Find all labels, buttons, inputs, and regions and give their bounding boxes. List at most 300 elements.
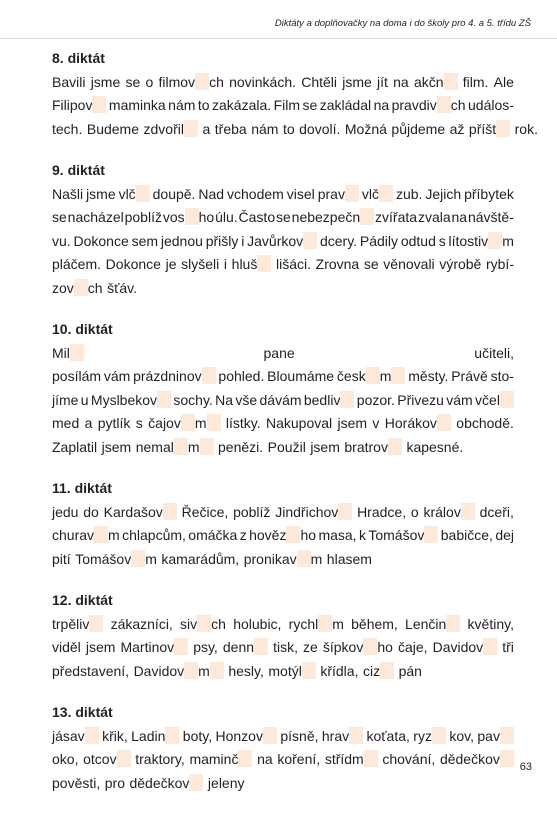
dictation-word: hluš: [232, 253, 272, 277]
dictation-word: novinkách.: [229, 73, 297, 90]
dictation-word: ciz: [363, 660, 394, 684]
dictation-word: slyšeli: [181, 256, 220, 272]
dictation-word: pití: [52, 550, 71, 567]
dictation-word: lítostiv m: [448, 232, 514, 249]
dictation-word: Právě: [451, 368, 488, 384]
dictation-word: jsem: [310, 438, 340, 455]
dictation-word: Horákov: [385, 412, 451, 436]
dictation-word: pohled.: [218, 368, 265, 384]
dictation-word: jsme: [86, 185, 116, 202]
dictation-line: [52, 772, 514, 796]
dictation-word: akčn: [414, 71, 458, 95]
dictation-word: událos-: [468, 97, 514, 113]
dictation-word: šťáv.: [107, 279, 137, 296]
dictation-word: s: [438, 232, 446, 249]
dictation-word: poblíž: [233, 503, 271, 520]
fill-in-blank[interactable]: [340, 391, 354, 408]
dictation-title: 8. diktát: [52, 50, 105, 66]
dictation-section: [52, 589, 514, 683]
dictation-word: vlč: [362, 183, 393, 207]
fill-in-blank[interactable]: [202, 367, 216, 384]
dictation-word: pozor.: [356, 391, 395, 408]
dictation-word: rok.: [514, 120, 538, 137]
dictation-word: přišly: [205, 232, 239, 249]
dictation-word: česk m: [337, 365, 405, 389]
dictation-word: dej: [495, 527, 514, 543]
dictation-word: do: [83, 503, 99, 520]
dictation-word: vše: [235, 391, 258, 408]
page-number: 63: [519, 761, 532, 773]
dictation-word: třeba: [214, 120, 247, 137]
dictation-title: 11. diktát: [52, 480, 112, 496]
dictation-word: Jejich: [425, 185, 462, 202]
dictation-word: pronikav m: [243, 550, 323, 567]
dictation-word: hrav: [322, 725, 363, 749]
dictation-word: písně,: [280, 727, 319, 744]
dictation-word: odtud: [400, 232, 436, 249]
dictation-word: pav: [477, 725, 514, 749]
fill-in-blank[interactable]: [424, 526, 438, 543]
dictation-word: pytlík: [97, 415, 131, 431]
dictation-word: Filipov: [52, 94, 106, 118]
dictation-word: ryz: [413, 725, 446, 749]
dictation-word: jsme: [342, 73, 372, 90]
dictation-word: čajov m: [148, 412, 220, 436]
dictation-word: babičce,: [440, 527, 493, 543]
fill-in-blank[interactable]: [500, 727, 514, 744]
fill-in-blank[interactable]: [184, 662, 198, 679]
dictation-word: denn: [223, 636, 268, 660]
fill-in-blank[interactable]: [136, 185, 150, 202]
dictation-word: je: [165, 256, 177, 272]
dictation-word: Bavili: [52, 73, 86, 90]
dictation-word: včel: [475, 389, 514, 413]
dictation-word: Jindřichov: [275, 501, 352, 525]
dictation-word: představení,: [52, 662, 130, 679]
dictation-word: maminka: [108, 97, 166, 113]
dictation-word: jsme: [90, 73, 121, 90]
dictation-word: Přivezu: [397, 391, 444, 408]
dictation-word: kapesné.: [406, 438, 464, 455]
dictation-word: holubic,: [233, 615, 282, 632]
dictation-word: z: [239, 527, 247, 543]
fill-in-blank[interactable]: [488, 232, 502, 249]
dictation-line: [52, 277, 514, 301]
dictation-word: rychl m: [288, 615, 344, 632]
fill-in-blank[interactable]: [345, 185, 359, 202]
dictation-word: pláčem.: [52, 256, 102, 272]
dictation-word: jít: [377, 73, 388, 90]
dictation-word: půjdeme: [391, 120, 446, 137]
dictation-word: Našli: [52, 185, 84, 202]
dictation-word: Hradce,: [357, 503, 407, 520]
dictation-word: během,: [351, 615, 398, 632]
dictation-word: Možná: [344, 120, 387, 137]
dictation-word: na: [451, 209, 468, 225]
dictation-word: visel: [286, 185, 315, 202]
fill-in-blank[interactable]: [461, 503, 475, 520]
dictation-word: koření,: [277, 751, 321, 767]
dictation-word: nacházel: [67, 209, 124, 225]
dictation-word: Lenčin: [405, 613, 460, 637]
dictation-word: až: [449, 120, 465, 137]
dictation-word: příšt: [469, 118, 510, 142]
dictation-word: masa,: [318, 527, 357, 543]
dictation-word: jeleny: [207, 774, 245, 791]
dictation-word: hlasem: [326, 550, 372, 567]
dictation-word: film.: [462, 73, 489, 90]
dictation-word: křídla,: [320, 662, 359, 679]
dictation-word: střídm: [325, 748, 378, 772]
dictation-word: věnovali: [383, 256, 435, 272]
dictation-word: Davidov m: [134, 660, 224, 684]
dictation-word: Javůrkov: [247, 230, 317, 254]
fill-in-blank[interactable]: [70, 344, 84, 361]
running-header: Diktáty a doplňovačky na doma i do školy pro 4. a 5. třídu ZŠ: [274, 18, 531, 29]
fill-in-blank[interactable]: [444, 73, 458, 90]
dictation-word: jásav: [52, 725, 99, 749]
dictation-word: Nad: [198, 185, 225, 202]
dictation-word: jsem: [101, 438, 132, 455]
fill-in-blank[interactable]: [185, 208, 199, 225]
dictation-word: lístky.: [225, 415, 261, 431]
dictation-word: zakládal: [319, 97, 372, 113]
dictation-word: pane: [263, 344, 295, 361]
dictation-word: to: [197, 97, 210, 113]
dictation-line: [52, 389, 514, 413]
fill-in-blank[interactable]: [210, 662, 224, 679]
dictation-word: Dokonce: [73, 232, 129, 249]
fill-in-blank[interactable]: [483, 638, 497, 655]
dictation-word: se: [52, 209, 67, 225]
dictation-word: siv ch: [180, 615, 226, 632]
fill-in-blank[interactable]: [380, 662, 394, 679]
dictation-line: [52, 748, 514, 772]
dictation-word: prav: [318, 183, 359, 207]
fill-in-blank[interactable]: [263, 727, 277, 744]
fill-in-blank[interactable]: [257, 255, 271, 272]
fill-in-blank[interactable]: [364, 750, 378, 767]
fill-in-blank[interactable]: [349, 727, 363, 744]
fill-in-blank[interactable]: [379, 185, 393, 202]
dictation-line: [52, 725, 514, 749]
dictation-word: na: [393, 73, 409, 90]
dictation-word: omáčka: [188, 527, 238, 543]
dictation-word: Často: [238, 209, 276, 225]
dictation-word: šípkov ho: [322, 639, 393, 655]
dictation-word: nám: [251, 120, 279, 137]
dictation-word: nám: [168, 97, 196, 113]
dictation-word: pán: [398, 662, 422, 679]
dictation-line: [52, 253, 514, 277]
fill-in-blank[interactable]: [302, 662, 316, 679]
dictation-word: Použil: [267, 438, 306, 455]
dictation-word: Tomášov m: [75, 550, 157, 567]
dictation-word: se: [302, 97, 318, 113]
dictation-word: jsem: [85, 639, 116, 655]
dictation-line: [52, 230, 514, 254]
dictation-word: sem: [131, 232, 159, 249]
dictation-word: Pádily: [359, 232, 399, 249]
dictation-word: Ladin: [131, 725, 179, 749]
dictation-word: vám: [446, 391, 473, 408]
dictation-line: [52, 206, 514, 230]
dictation-word: chlapcům,: [122, 527, 186, 543]
dictation-word: doupě.: [152, 185, 196, 202]
dictation-word: jednou: [160, 232, 203, 249]
dictation-word: Tomášov: [368, 524, 438, 548]
header-rule: [0, 38, 557, 39]
dictation-word: u: [80, 391, 89, 408]
dictation-word: bratrov: [344, 436, 402, 460]
fill-in-blank[interactable]: [496, 120, 510, 137]
dictation-word: křik,: [102, 727, 128, 744]
dictation-word: městy.: [408, 368, 449, 384]
dictation-word: otcov: [83, 748, 130, 772]
dictation-line: [52, 636, 514, 660]
dictation-word: boty,: [182, 727, 213, 744]
fill-in-blank[interactable]: [363, 638, 377, 655]
dictation-word: návště-: [467, 209, 514, 225]
dictation-line: [52, 365, 514, 389]
dictation-title: 9. diktát: [52, 162, 105, 178]
fill-in-blank[interactable]: [437, 414, 451, 431]
dictation-word: bedliv: [304, 389, 355, 413]
dictation-word: a: [202, 120, 211, 137]
dictation-title: 12. diktát: [52, 592, 113, 608]
dictation-line: [52, 71, 514, 95]
dictation-word: hověz ho: [249, 527, 317, 543]
dictation-word: zákazníci,: [110, 615, 173, 632]
dictation-word: a: [84, 415, 93, 431]
fill-in-blank[interactable]: [437, 96, 451, 113]
dictation-line: [52, 436, 514, 460]
dictation-word: Kardašov: [104, 501, 177, 525]
dictation-word: Honzov: [216, 725, 277, 749]
dictation-line: [52, 501, 514, 525]
fill-in-blank[interactable]: [165, 727, 179, 744]
fill-in-blank[interactable]: [85, 727, 99, 744]
dictation-section: [52, 47, 538, 141]
fill-in-blank[interactable]: [207, 414, 221, 431]
fill-in-blank[interactable]: [297, 550, 311, 567]
dictation-title: 10. diktát: [52, 321, 113, 337]
dictation-title: 13. diktát: [52, 704, 113, 720]
fill-in-blank[interactable]: [181, 414, 195, 431]
dictation-word: Na: [215, 391, 234, 408]
fill-in-blank[interactable]: [163, 503, 177, 520]
dictation-word: obchodě.: [456, 415, 514, 431]
fill-in-blank[interactable]: [200, 438, 214, 455]
dictation-line: [52, 660, 514, 684]
dictation-word: jíme: [52, 391, 79, 408]
dictation-word: rybí-: [485, 256, 514, 272]
dictation-line: [52, 524, 514, 548]
dictation-word: dávám: [259, 391, 302, 408]
dictation-word: churav m: [52, 527, 120, 543]
dictation-word: zov ch: [52, 279, 103, 296]
dictation-word: maminč: [189, 748, 252, 772]
dictation-word: hesly,: [228, 662, 264, 679]
dictation-word: psy,: [193, 639, 218, 655]
dictation-word: zvířata: [375, 209, 418, 225]
dictation-word: i: [223, 256, 228, 272]
dictation-section: [52, 701, 514, 795]
fill-in-blank[interactable]: [388, 438, 402, 455]
dictation-word: Nakupoval: [265, 415, 333, 431]
fill-in-blank[interactable]: [157, 391, 171, 408]
dictation-word: motýl: [268, 660, 315, 684]
dictation-word: poblíž: [124, 209, 162, 225]
dictation-word: králov: [423, 501, 474, 525]
dictation-word: se: [363, 256, 379, 272]
fill-in-blank[interactable]: [189, 774, 203, 791]
dictation-word: nemal m: [136, 436, 214, 460]
dictation-word: jedu: [52, 503, 79, 520]
dictation-word: tři: [502, 639, 514, 655]
fill-in-blank[interactable]: [391, 367, 405, 384]
dictation-word: dědečkov: [440, 748, 514, 772]
dictation-word: pravdiv ch: [391, 97, 466, 113]
dictation-word: k: [358, 527, 366, 543]
fill-in-blank[interactable]: [303, 232, 317, 249]
dictation-word: se: [275, 209, 291, 225]
dictation-word: výrobě: [439, 256, 482, 272]
dictation-word: koťata,: [366, 727, 410, 744]
dictation-line: [52, 183, 514, 207]
dictation-word: kamarádům,: [161, 550, 240, 567]
dictation-line: [52, 342, 514, 366]
dictation-word: to: [282, 120, 295, 137]
dictation-word: na: [373, 97, 390, 113]
dictation-word: o: [410, 503, 419, 520]
fill-in-blank[interactable]: [89, 615, 103, 632]
dictation-word: pověsti,: [52, 774, 101, 791]
dictation-word: o: [145, 73, 154, 90]
dictation-word: traktory,: [135, 751, 185, 767]
fill-in-blank[interactable]: [254, 638, 268, 655]
dictation-word: učiteli,: [474, 344, 514, 361]
fill-in-blank[interactable]: [286, 526, 300, 543]
dictation-word: posílám: [52, 368, 102, 384]
dictation-word: sochy.: [173, 391, 213, 408]
dictation-word: Dokonce: [105, 256, 161, 272]
dictation-section: [52, 159, 514, 300]
dictation-word: i: [241, 232, 245, 249]
dictation-word: chování,: [382, 751, 436, 767]
fill-in-blank[interactable]: [174, 638, 188, 655]
dictation-word: nebezpečn: [292, 206, 375, 230]
dictation-word: Bloumáme: [267, 368, 335, 384]
dictation-line: [52, 613, 514, 637]
dictation-word: Budeme: [86, 120, 140, 137]
dictation-word: Zaplatil: [52, 438, 98, 455]
dictation-word: Zrovna: [315, 256, 360, 272]
dictation-word: dovolí.: [299, 120, 341, 137]
dictation-word: se: [125, 73, 141, 90]
dictation-line: [52, 548, 514, 572]
dictation-section: [52, 318, 514, 459]
dictation-word: zdvořil: [144, 118, 198, 142]
fill-in-blank[interactable]: [174, 438, 188, 455]
dictation-word: zvala: [417, 209, 451, 225]
dictation-word: vlč: [119, 183, 150, 207]
fill-in-blank[interactable]: [238, 750, 252, 767]
fill-in-blank[interactable]: [446, 615, 460, 632]
dictation-word: vu.: [52, 232, 71, 249]
dictation-word: zakázala.: [212, 97, 272, 113]
dictation-word: příbytek: [464, 185, 514, 202]
dictation-word: ze: [303, 639, 318, 655]
dictation-section: [52, 477, 514, 571]
dictation-word: kov,: [449, 727, 474, 744]
fill-in-blank[interactable]: [92, 96, 106, 113]
fill-in-blank[interactable]: [184, 120, 198, 137]
fill-in-blank[interactable]: [197, 615, 211, 632]
fill-in-blank[interactable]: [360, 208, 374, 225]
dictation-word: Myslbekov: [91, 389, 171, 413]
dictation-word: penězi.: [218, 438, 264, 455]
dictation-word: filmov ch: [158, 73, 224, 90]
fill-in-blank[interactable]: [318, 615, 332, 632]
dictation-word: úlu.: [215, 209, 238, 225]
dictation-word: Mil: [52, 342, 84, 366]
dictation-word: květiny,: [467, 615, 514, 632]
fill-in-blank[interactable]: [432, 727, 446, 744]
dictation-word: sto-: [490, 368, 514, 384]
dictation-word: vos ho: [162, 209, 215, 225]
dictation-word: vám: [103, 368, 131, 384]
fill-in-blank[interactable]: [74, 279, 88, 296]
fill-in-blank[interactable]: [500, 750, 514, 767]
dictation-word: dcery.: [319, 232, 358, 249]
dictation-word: Martinov: [120, 636, 188, 660]
dictation-word: zub.: [395, 185, 423, 202]
dictation-word: lišáci.: [275, 256, 311, 272]
dictation-line: [52, 118, 538, 142]
dictation-word: viděl: [52, 639, 81, 655]
dictation-word: Řečice,: [181, 503, 229, 520]
dictation-word: Chtěli: [301, 73, 338, 90]
fill-in-blank[interactable]: [131, 550, 145, 567]
dictation-word: Film: [273, 97, 301, 113]
dictation-word: pro: [104, 774, 125, 791]
dictation-word: dceři,: [479, 503, 514, 520]
fill-in-blank[interactable]: [94, 526, 108, 543]
dictation-word: trpěliv: [52, 613, 103, 637]
dictation-word: jsem: [337, 415, 368, 431]
dictation-word: tech.: [52, 120, 83, 137]
fill-in-blank[interactable]: [366, 367, 380, 384]
dictation-word: na: [257, 751, 273, 767]
dictation-word: dědečkov: [129, 772, 203, 796]
dictation-word: Davidov: [433, 636, 498, 660]
dictation-line: [52, 412, 514, 436]
fill-in-blank[interactable]: [338, 503, 352, 520]
dictation-word: med: [52, 415, 80, 431]
fill-in-blank[interactable]: [117, 750, 131, 767]
dictation-word: čaje,: [397, 639, 428, 655]
dictation-word: prázdninov: [133, 365, 216, 389]
dictation-word: vchodem: [227, 185, 284, 202]
dictation-word: Ale: [493, 73, 514, 90]
dictation-word: tisk,: [273, 639, 298, 655]
dictation-word: v: [372, 415, 380, 431]
dictation-word: s: [135, 415, 143, 431]
fill-in-blank[interactable]: [500, 391, 514, 408]
dictation-line: [52, 94, 514, 118]
fill-in-blank[interactable]: [195, 73, 209, 90]
